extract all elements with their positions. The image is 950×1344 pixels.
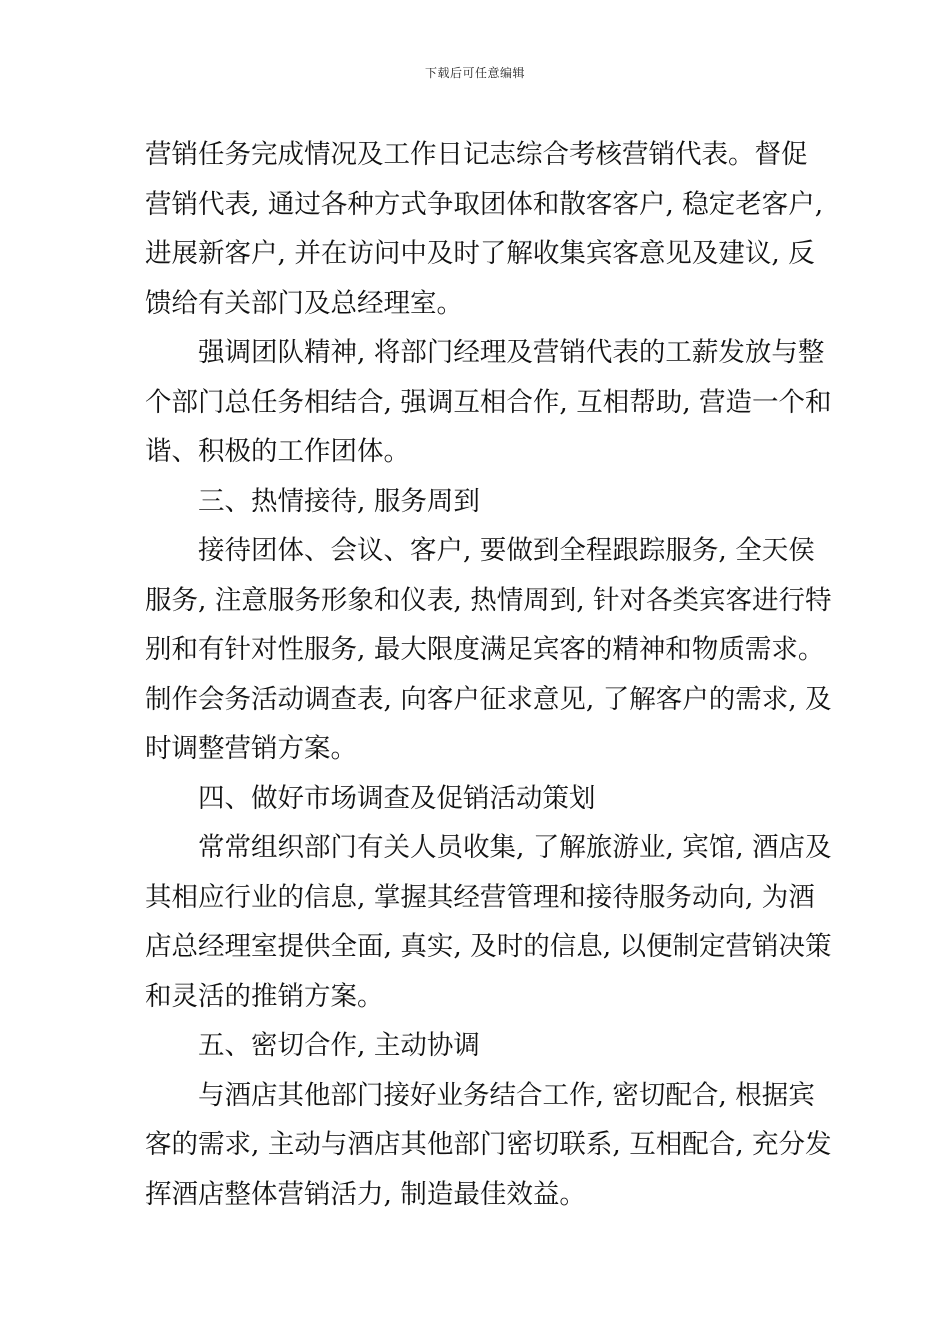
section-heading: 四、做好市场调查及促销活动策划 bbox=[198, 782, 596, 814]
body-line: 时调整营销方案。 bbox=[145, 733, 357, 764]
body-line: 挥酒店整体营销活力, 制造最佳效益。 bbox=[145, 1178, 586, 1210]
body-line: 店总经理室提供全面, 真实, 及时的信息, 以便制定营销决策 bbox=[145, 931, 832, 962]
body-line: 进展新客户, 并在访问中及时了解收集宾客意见及建议, 反 bbox=[145, 238, 815, 269]
body-line: 营销任务完成情况及工作日记志综合考核营销代表。督促 bbox=[145, 139, 808, 170]
body-line: 馈给有关部门及总经理室。 bbox=[145, 287, 463, 319]
section-heading: 五、密切合作, 主动协调 bbox=[198, 1030, 480, 1061]
paragraph-first-line: 常常组织部门有关人员收集, 了解旅游业, 宾馆, 酒店及 bbox=[198, 832, 832, 863]
section-heading: 三、热情接待, 服务周到 bbox=[198, 485, 480, 517]
body-line: 谐、积极的工作团体。 bbox=[145, 436, 410, 467]
body-line: 制作会务活动调查表, 向客户征求意见, 了解客户的需求, 及 bbox=[145, 683, 832, 715]
body-line: 别和有针对性服务, 最大限度满足宾客的精神和物质需求。 bbox=[145, 634, 825, 665]
body-line: 个部门总任务相结合, 强调互相合作, 互相帮助, 营造一个和 bbox=[145, 386, 832, 418]
document-body bbox=[145, 130, 832, 1219]
body-line: 营销代表, 通过各种方式争取团体和散客客户, 稳定老客户, bbox=[145, 188, 824, 220]
body-line: 和灵活的推销方案。 bbox=[145, 980, 384, 1012]
paragraph-first-line: 强调团队精神, 将部门经理及营销代表的工薪发放与整 bbox=[198, 337, 825, 368]
page-header: 下载后可任意编辑 bbox=[424, 66, 525, 80]
body-line: 其相应行业的信息, 掌握其经营管理和接待服务动向, 为酒 bbox=[145, 881, 815, 913]
body-line: 客的需求, 主动与酒店其他部门密切联系, 互相配合, 充分发 bbox=[145, 1129, 832, 1160]
paragraph-first-line: 接待团体、会议、客户, 要做到全程跟踪服务, 全天侯 bbox=[198, 535, 815, 566]
paragraph-first-line: 与酒店其他部门接好业务结合工作, 密切配合, 根据宾 bbox=[198, 1079, 815, 1111]
body-line: 服务, 注意服务形象和仪表, 热情周到, 针对各类宾客进行特 bbox=[145, 584, 832, 616]
